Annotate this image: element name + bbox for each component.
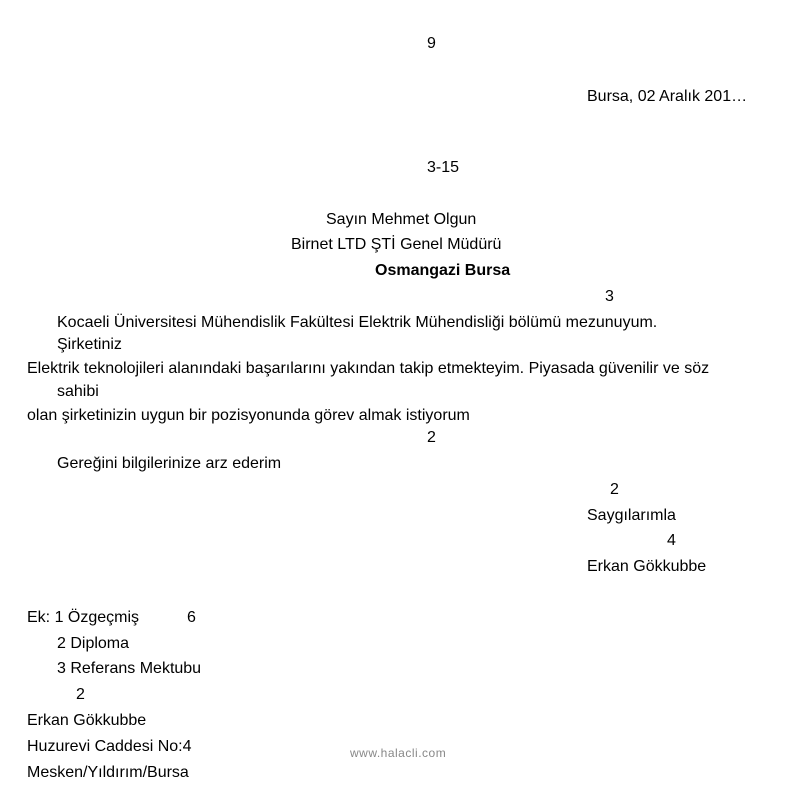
spacing-mark-before-address: 2 [76,686,85,703]
watermark: www.halacli.com [350,746,447,760]
body-paragraph-line: Kocaeli Üniversitesi Mühendislik Fakültesi Elektrik Mühendisliği bölümü mezunuyum. [57,314,658,331]
spacing-mark-enclosure: 6 [187,609,196,626]
sender-name: Erkan Gökkubbe [27,712,147,729]
regards-text: Saygılarımla [587,507,676,524]
sender-street: Huzurevi Caddesi No:4 [27,738,192,755]
sender-city: Mesken/Yıldırım/Bursa [27,764,189,781]
spacing-mark-after-body: 2 [427,429,436,446]
recipient-location: Osmangazi Bursa [375,262,511,279]
signature-name: Erkan Gökkubbe [587,558,707,575]
body-paragraph-line: Şirketiniz [57,336,122,353]
recipient-name: Sayın Mehmet Olgun [326,211,477,228]
spacing-mark-before-sign: 2 [610,481,619,498]
enclosure-item: 3 Referans Mektubu [57,660,202,677]
body-paragraph-line: sahibi [57,383,99,400]
body-paragraph-line: olan şirketinizin uygun bir pozisyonunda görev almak istiyorum [27,407,470,424]
enclosures-label: Ek: 1 Özgeçmiş [27,609,140,626]
body-paragraph-line: Elektrik teknolojileri alanındaki başarılarını yakından takip etmekteyim. Piyasada güvenilir ve söz [27,360,710,377]
closing-line: Gereğini bilgilerinize arz ederim [57,455,282,472]
spacing-mark-after-regards: 4 [667,532,676,549]
spacing-mark-after-address: 3 [605,288,614,305]
recipient-title: Birnet LTD ŞTİ Genel Müdürü [291,236,502,253]
enclosure-item: 2 Diploma [57,635,130,652]
spacing-mark-top: 9 [427,35,436,52]
letter-date: Bursa, 02 Aralık 201… [587,88,748,105]
spacing-mark-ref: 3-15 [427,159,460,176]
